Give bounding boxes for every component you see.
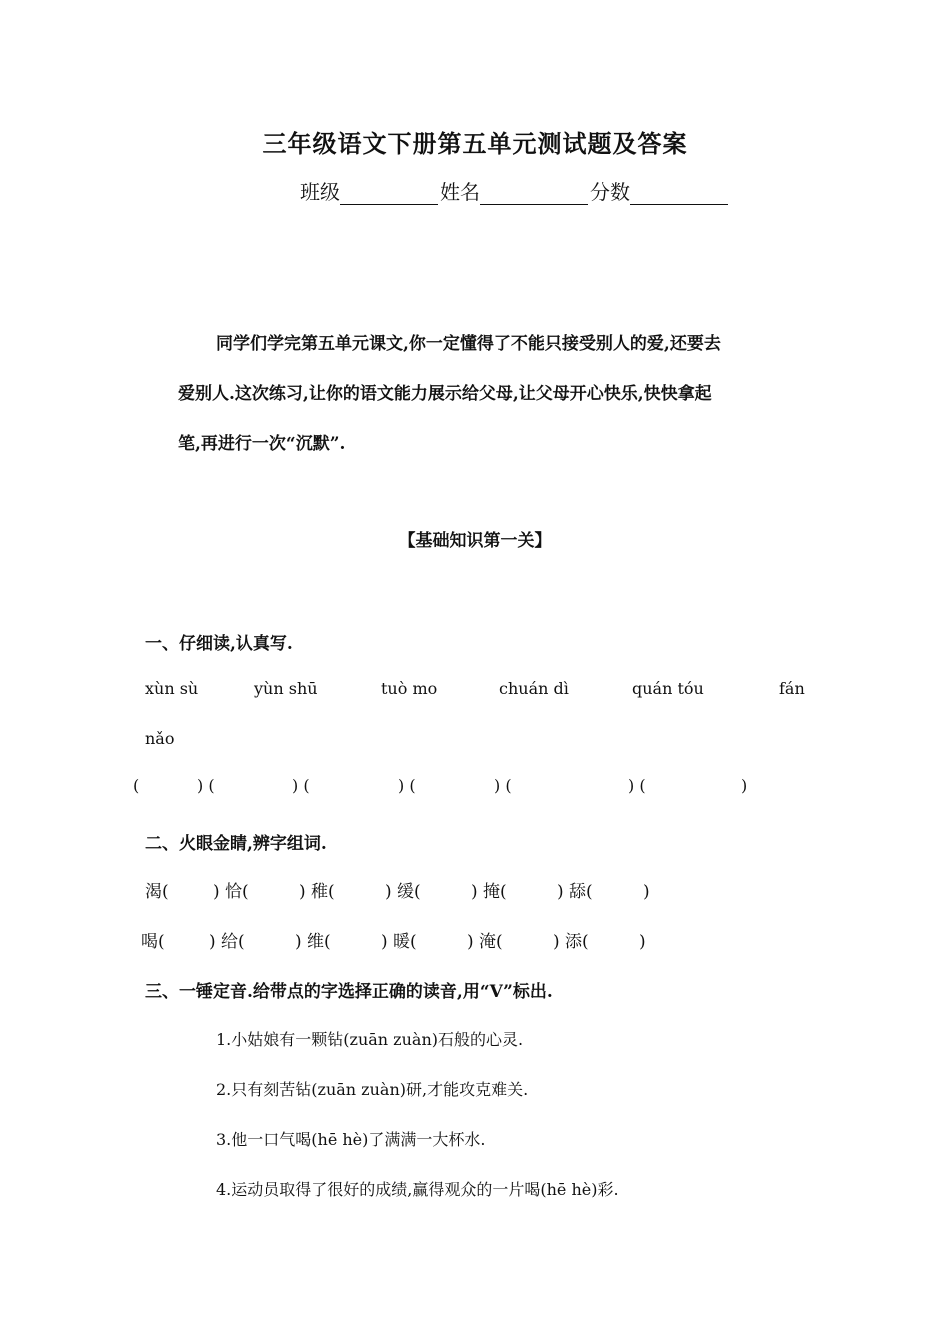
section1-title: 一、仔细读,认真写. bbox=[145, 634, 293, 654]
char-item: ) 给( bbox=[209, 932, 245, 952]
pinyin-5: quán tóu bbox=[632, 679, 704, 698]
char-item: ) 暖( bbox=[381, 932, 417, 952]
section-banner: 【基础知识第一关】 bbox=[398, 531, 552, 551]
student-info-line bbox=[300, 176, 730, 205]
score-blank[interactable] bbox=[630, 182, 728, 205]
answer-paren: ) bbox=[741, 776, 748, 795]
name-blank[interactable] bbox=[480, 182, 588, 205]
intro-line-1: 同学们学完第五单元课文,你一定懂得了不能只接受别人的爱,还要去 bbox=[216, 334, 721, 354]
char-item: 喝( bbox=[141, 932, 165, 952]
char-item: ) 稚( bbox=[299, 882, 335, 902]
char-item: ) bbox=[639, 932, 646, 952]
pinyin-1: xùn sù bbox=[145, 679, 199, 698]
char-item: 渴( bbox=[145, 882, 169, 902]
section3-title: 三、一锤定音.给带点的字选择正确的读音,用“V”标出. bbox=[145, 982, 553, 1002]
page-title: 三年级语文下册第五单元测试题及答案 bbox=[262, 129, 688, 158]
char-item: ) 淹( bbox=[467, 932, 503, 952]
answer-paren: ) ( bbox=[292, 776, 310, 795]
section2-title: 二、火眼金睛,辨字组词. bbox=[145, 834, 327, 854]
char-item: ) bbox=[643, 882, 650, 902]
score-label: 分数 bbox=[590, 180, 630, 204]
char-item: ) 添( bbox=[553, 932, 589, 952]
answer-paren: ) ( bbox=[197, 776, 215, 795]
class-blank[interactable] bbox=[340, 182, 438, 205]
answer-paren: ) ( bbox=[628, 776, 646, 795]
question-3: 3.他一口气喝(hē hè)了满满一大杯水. bbox=[216, 1130, 486, 1149]
char-item: ) 恰( bbox=[213, 882, 249, 902]
intro-line-2: 爱别人.这次练习,让你的语文能力展示给父母,让父母开心快乐,快快拿起 bbox=[178, 384, 712, 404]
question-4: 4.运动员取得了很好的成绩,赢得观众的一片喝(hē hè)彩. bbox=[216, 1180, 619, 1199]
question-1: 1.小姑娘有一颗钻(zuān zuàn)石般的心灵. bbox=[216, 1030, 524, 1049]
question-2: 2.只有刻苦钻(zuān zuàn)研,才能攻克难关. bbox=[216, 1080, 529, 1099]
answer-paren: ( bbox=[133, 776, 140, 795]
char-item: ) 掩( bbox=[471, 882, 507, 902]
char-item: ) 维( bbox=[295, 932, 331, 952]
pinyin-3: tuò mo bbox=[381, 679, 438, 698]
pinyin-4: chuán dì bbox=[499, 679, 569, 698]
class-label: 班级 bbox=[300, 180, 340, 204]
char-item: ) 缓( bbox=[385, 882, 421, 902]
char-item: ) 舔( bbox=[557, 882, 593, 902]
name-label: 姓名 bbox=[440, 180, 480, 204]
intro-line-3: 笔,再进行一次“沉默”. bbox=[178, 434, 346, 454]
pinyin-6: fán bbox=[779, 679, 805, 698]
answer-paren: ) ( bbox=[494, 776, 512, 795]
pinyin-7: nǎo bbox=[145, 729, 175, 748]
char-row-1 bbox=[145, 877, 650, 902]
char-row-2 bbox=[141, 927, 646, 952]
pinyin-2: yùn shū bbox=[254, 679, 318, 698]
answer-paren: ) ( bbox=[398, 776, 416, 795]
